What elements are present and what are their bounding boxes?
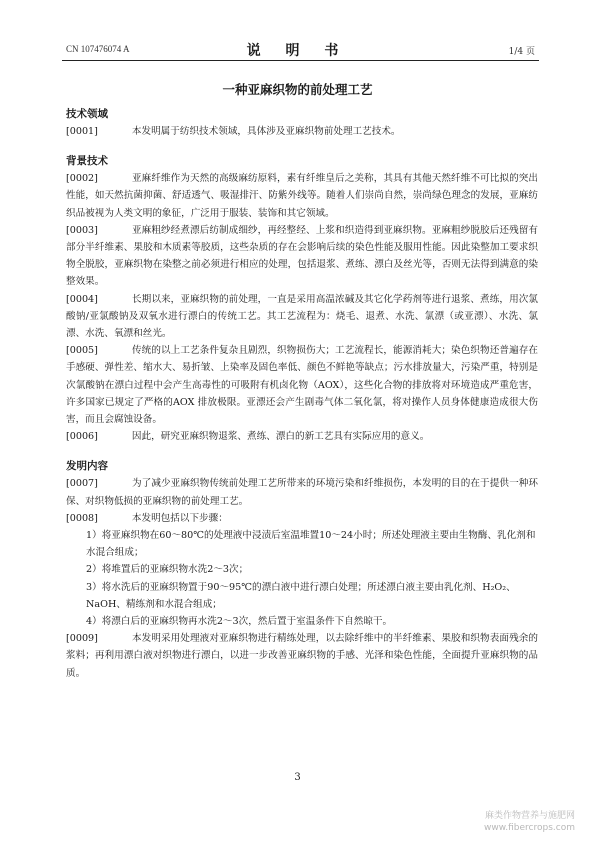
page-number: 3 [294, 772, 301, 783]
paragraph-0002 [66, 170, 538, 222]
para-number: [0005] [66, 345, 98, 357]
patent-number: CN 107476074 A [66, 44, 130, 54]
header-divider [62, 60, 539, 61]
para-text: 因此，研究亚麻织物退浆、煮练、漂白的新工艺具有实际应用的意义。 [131, 431, 430, 443]
document-body [66, 106, 538, 682]
para-text: 本发明属于纺织技术领域，具体涉及亚麻织物前处理工艺技术。 [131, 126, 401, 137]
para-text: 为了减少亚麻织物传统前处理工艺所带来的环境污染和纤维损伤，本发明的目的在于提供一种环保、对织物低损的亚麻织物的前处理工艺。 [66, 478, 538, 507]
para-number: [0008] [66, 512, 98, 524]
step-3: 3）将水洗后的亚麻织物置于90～95℃的漂白液中进行漂白处理；所述漂白液主要由乳化剂、H₂O₂、NaOH、精练剂和水混合组成； [86, 581, 516, 610]
paragraph-0009 [66, 630, 538, 682]
para-text: 长期以来，亚麻织物的前处理，一直是采用高温浓碱及其它化学药剂等进行退浆、煮练，用次氯酸钠/亚氯酸钠及双氧水进行漂白的传统工艺。其工艺流程为：烧毛、退煮、水洗、氯漂（或亚漂）、水洗、氯漂、水洗、氧漂和丝光。 [66, 293, 538, 340]
para-number: [0009] [66, 633, 98, 645]
paragraph-0003 [66, 222, 538, 291]
para-text: 亚麻纤维作为天然的高级麻纺原料，素有纤维皇后之美称，其具有其他天然纤维不可比拟的突出性能，如天然抗菌抑菌、舒适透气、吸湿排汗、防紫外线等。随着人们崇尚自然，崇尚绿色理念的发展，亚麻纺织品被视为人类文明的象征，广泛用于服装、装饰和其它领域。 [66, 173, 538, 219]
process-steps [66, 527, 538, 630]
para-text: 亚麻粗纱经煮漂后纺制成细纱，再经整经、上浆和织造得到亚麻织物。亚麻粗纱脱胶后还残留有部分半纤维素、果胶和木质素等胶质，这些杂质的存在会影响后续的染色性能及服用性能。因此染整加工要求织物全脱胶，亚麻织物在染整之前必须进行相应的处理，包括退浆、煮练、漂白及丝光等，否则无法得到满意的染整效果。 [66, 224, 538, 288]
watermark-site-name: 麻类作物营养与施肥网 [484, 811, 575, 821]
para-text: 本发明采用处理液对亚麻织物进行精练处理，以去除纤维中的半纤维素、果胶和织物表面残余的浆料；再利用漂白液对织物进行漂白，以进一步改善亚麻织物的手感、光泽和染色性能，全面提升亚麻织物的品质。 [66, 633, 538, 679]
watermark-url: www.fibercrops.com [484, 823, 575, 833]
paragraph-0004 [66, 291, 538, 343]
para-number: [0007] [66, 478, 98, 490]
para-number: [0001] [66, 126, 98, 137]
para-number: [0002] [66, 173, 98, 185]
section-heading-invention: 发明内容 [66, 460, 108, 473]
section-heading-background: 背景技术 [66, 155, 108, 168]
page-header [0, 40, 595, 60]
document-title: 一种亚麻织物的前处理工艺 [222, 82, 373, 97]
para-number: [0006] [66, 431, 98, 443]
step-4: 4）将漂白后的亚麻织物再水洗2～3次，然后置于室温条件下自然晾干。 [86, 616, 393, 628]
para-text: 传统的以上工艺条件复杂且剧烈，织物损伤大；工艺流程长，能源消耗大；染色织物还普遍存在手感硬、弹性差、缩水大、易折皱、上染率及固色率低、颜色不鲜艳等缺点；污水排放量大，污染严重，特别是次氯酸钠在漂白过程中会产生高毒性的可吸附有机卤化物（AOX），这些化合物的排放将对环境造成严重危害，许多国家已规定了严格的AOX 排放极限。亚漂还会产生剧毒气体二氧化氯，将对操作人员身体健康造成很大伤害，而且会腐蚀设备。 [66, 345, 538, 426]
page-indicator: 1/4 页 [508, 47, 535, 57]
para-number: [0004] [66, 293, 98, 305]
paragraph-0001 [66, 123, 538, 140]
watermark [484, 810, 575, 834]
paragraph-0008 [66, 510, 538, 527]
para-number: [0003] [66, 224, 98, 236]
paragraph-0005 [66, 342, 538, 428]
para-text: 本发明包括以下步骤： [131, 512, 228, 524]
header-title: 说 明 书 [246, 43, 349, 59]
paragraph-0006 [66, 428, 538, 445]
step-1: 1）将亚麻织物在60～80℃的处理液中浸渍后室温堆置10～24小时；所述处理液主要由生物酶、乳化剂和水混合组成； [86, 530, 536, 559]
step-2: 2）将堆置后的亚麻织物水洗2～3次； [86, 564, 249, 576]
section-heading-tech-field: 技术领域 [66, 108, 108, 120]
paragraph-0007 [66, 475, 538, 509]
